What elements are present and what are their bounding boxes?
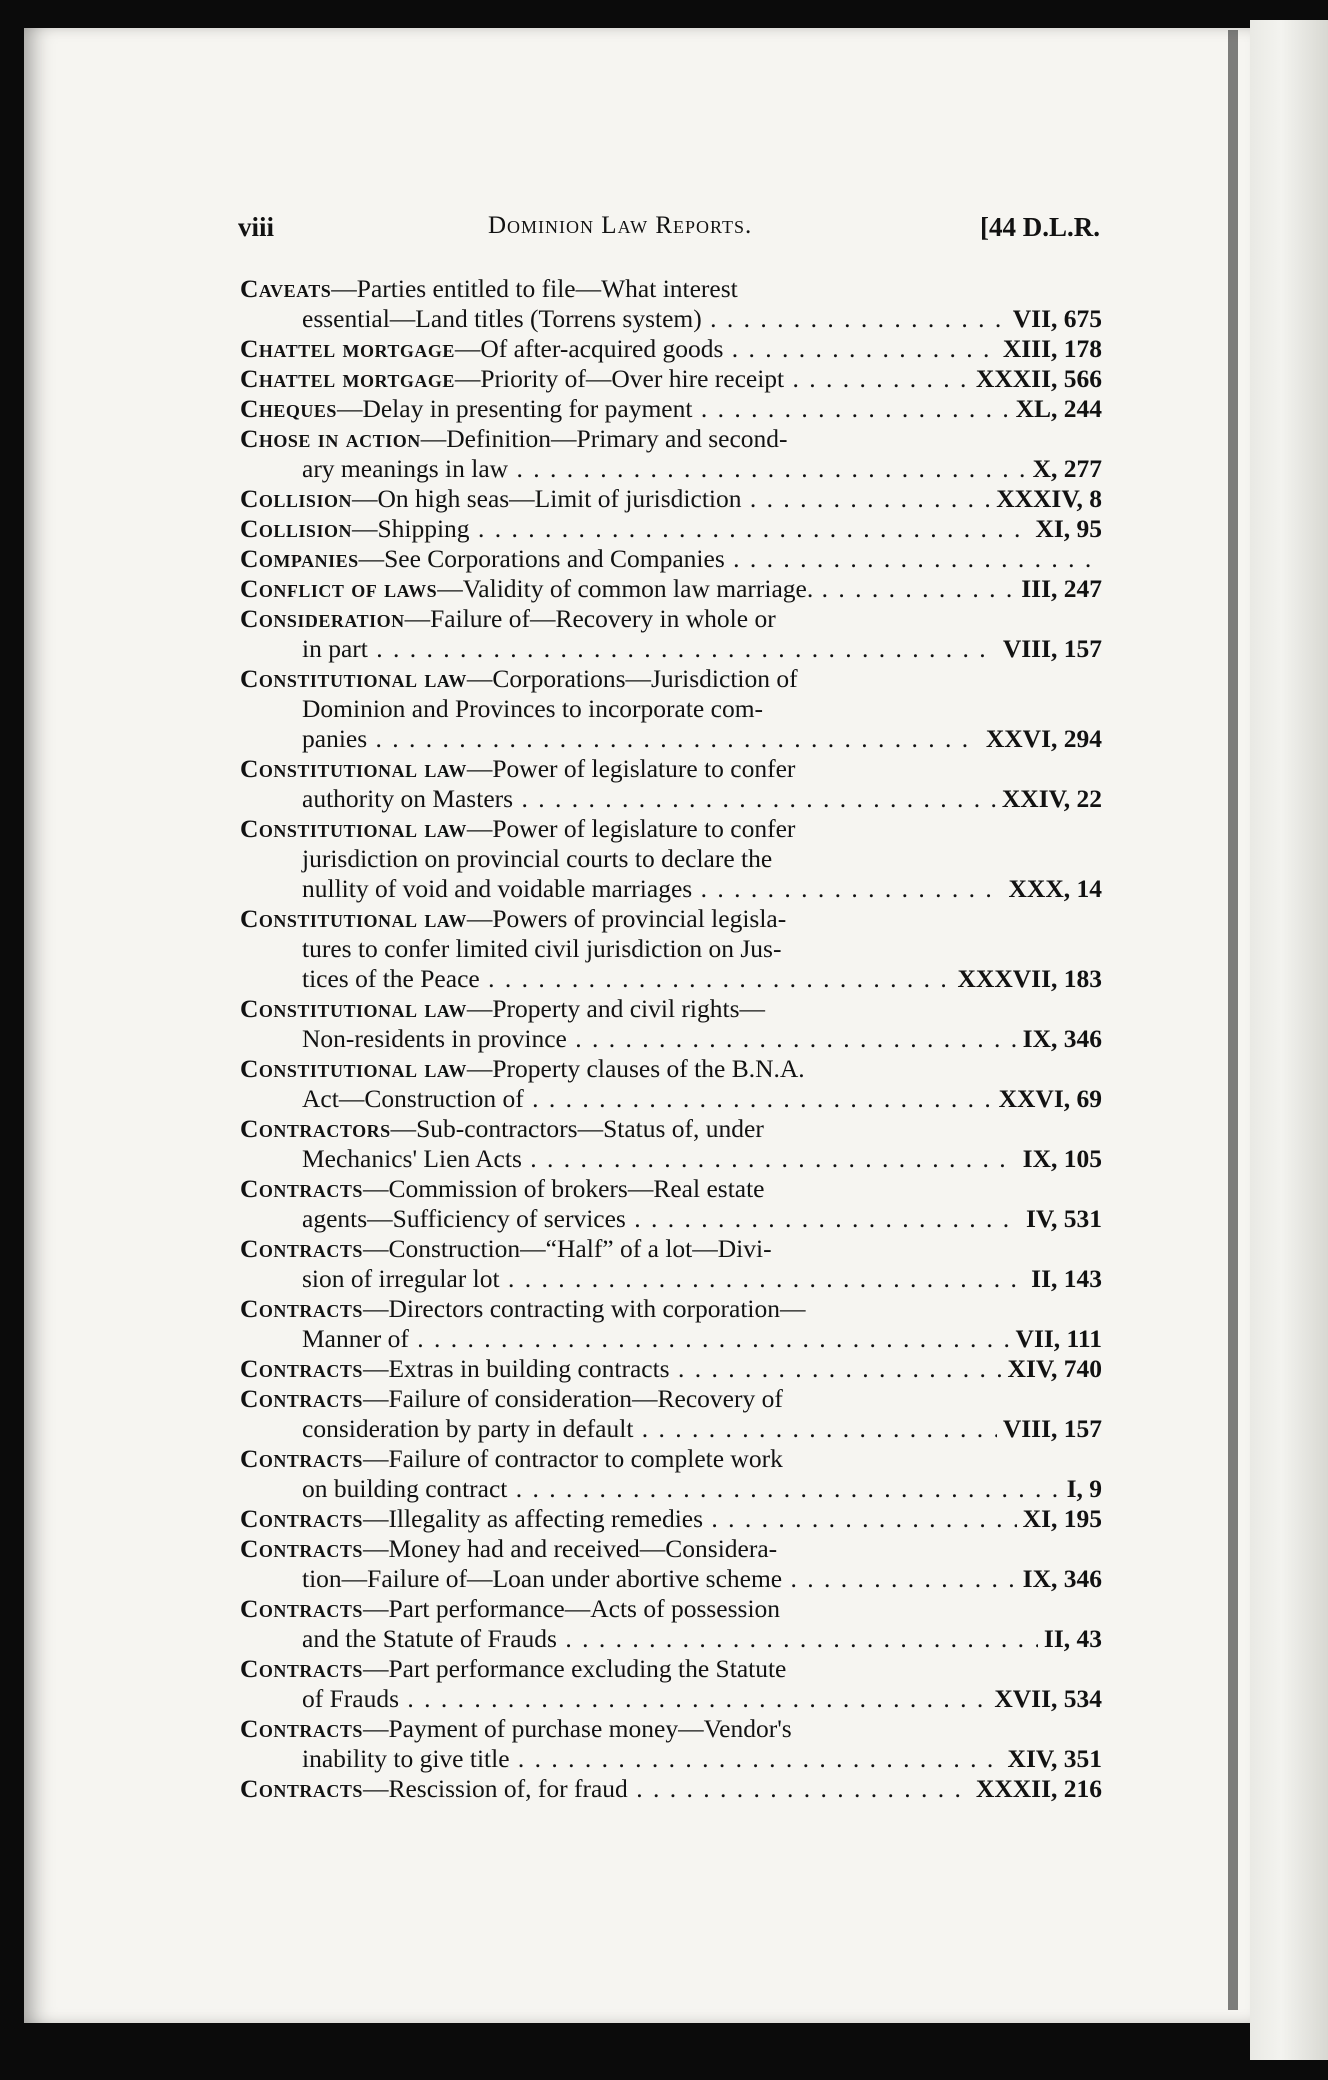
entry-line [240, 1684, 1102, 1714]
entry-text: ary meanings in law [302, 454, 509, 483]
entry-text: on building contract [302, 1474, 508, 1503]
facing-page-edge [1250, 20, 1328, 2060]
entry-heading: Contracts [240, 1654, 363, 1683]
entry-text: —Of after-acquired goods [454, 334, 724, 363]
entry-reference: XXIV, 22 [996, 784, 1102, 814]
entry-text: —Directors contracting with corporation— [362, 1294, 806, 1323]
entry-reference: XI, 195 [1017, 1504, 1102, 1534]
index-entry [240, 814, 1102, 904]
entry-line [240, 1234, 1102, 1264]
entry-reference: XXVI, 294 [980, 724, 1102, 754]
entry-text: Act—Construction of [302, 1084, 524, 1113]
entry-text: authority on Masters [302, 784, 514, 813]
entry-text: —Construction—“Half” of a lot—Divi- [362, 1234, 772, 1263]
entry-line [240, 334, 1102, 364]
entry-heading: Contracts [240, 1354, 363, 1383]
entry-text: Manner of [302, 1324, 409, 1353]
entry-line [240, 604, 1102, 634]
entry-reference: XIV, 740 [1002, 1354, 1102, 1384]
entry-text: —Property and civil rights— [466, 994, 766, 1023]
entry-line [240, 814, 1102, 844]
entry-text: —Failure of consideration—Recovery of [362, 1384, 783, 1413]
entry-reference: XVII, 534 [988, 1684, 1102, 1714]
entry-text: —Powers of provincial legisla- [466, 904, 787, 933]
entry-line [240, 1504, 1102, 1534]
entry-heading: Contractors [240, 1114, 391, 1143]
entry-text: —Extras in building contracts [362, 1354, 670, 1383]
entry-line [240, 1444, 1102, 1474]
entry-reference: XIV, 351 [1002, 1744, 1102, 1774]
entry-text: —Definition—Primary and second- [420, 424, 788, 453]
index-entry [240, 1384, 1102, 1444]
entry-line [240, 1294, 1102, 1324]
entry-reference: VIII, 157 [997, 1414, 1102, 1444]
page-gutter-shadow [1228, 30, 1238, 2010]
entry-text: —Illegality as affecting remedies [362, 1504, 704, 1533]
entry-reference: IX, 346 [1017, 1564, 1102, 1594]
index-entry [240, 994, 1102, 1054]
entry-text: in part [302, 634, 368, 663]
entry-heading: Conflict of laws [240, 574, 438, 603]
entry-line [240, 1474, 1102, 1504]
entry-heading: Cheques [240, 394, 337, 423]
entry-heading: Collision [240, 514, 352, 543]
entry-reference: XIII, 178 [997, 334, 1102, 364]
entry-line [240, 1144, 1102, 1174]
entry-line [240, 1534, 1102, 1564]
index-entry [240, 334, 1102, 364]
entry-reference: XL, 244 [1010, 394, 1102, 424]
entry-line [240, 1624, 1102, 1654]
entry-heading: Contracts [240, 1504, 363, 1533]
index-entry [240, 364, 1102, 394]
entry-reference: VII, 111 [1010, 1324, 1102, 1354]
entry-heading: Caveats [240, 274, 332, 303]
entry-line [240, 664, 1102, 694]
entry-text: —Payment of purchase money—Vendor's [362, 1714, 792, 1743]
entry-text: —Parties entitled to file—What interest [331, 274, 738, 303]
entry-text: —Part performance—Acts of possession [362, 1594, 781, 1623]
index-entry [240, 514, 1102, 544]
entry-text: panies [302, 724, 368, 753]
running-title: Dominion Law Reports. [488, 212, 753, 239]
index-entry [240, 1054, 1102, 1114]
entry-reference: I, 9 [1061, 1474, 1102, 1504]
entry-line [240, 844, 1102, 874]
entry-heading: Constitutional law [240, 904, 467, 933]
entry-text: —Validity of common law marriage. [437, 574, 814, 603]
entry-heading: Companies [240, 544, 359, 573]
entry-line [240, 1594, 1102, 1624]
entry-text: —Property clauses of the B.N.A. [466, 1054, 805, 1083]
entry-text: agents—Sufficiency of services [302, 1204, 626, 1233]
entry-line [240, 934, 1102, 964]
entry-reference: VII, 675 [1007, 304, 1102, 334]
entry-reference: XXVI, 69 [993, 1084, 1102, 1114]
index-entry [240, 1234, 1102, 1294]
index-entry [240, 1114, 1102, 1174]
index-entry [240, 1714, 1102, 1774]
entry-heading: Contracts [240, 1294, 363, 1323]
entry-heading: Constitutional law [240, 994, 467, 1023]
entry-line [240, 1654, 1102, 1684]
entry-heading: Collision [240, 484, 352, 513]
entry-line [240, 454, 1102, 484]
entry-reference: IX, 105 [1017, 1144, 1102, 1174]
index-entry [240, 544, 1102, 574]
volume-reference: [44 D.L.R. [980, 212, 1100, 242]
entry-reference: XXXIV, 8 [990, 484, 1102, 514]
entry-heading: Chattel mortgage [240, 334, 455, 363]
entry-text: —Money had and received—Considera- [362, 1534, 778, 1563]
entry-text: of Frauds [302, 1684, 400, 1713]
entry-line [240, 1114, 1102, 1144]
entry-text: tures to confer limited civil jurisdiction on Jus- [302, 934, 782, 963]
entry-reference: XXXVII, 183 [951, 964, 1102, 994]
entry-text: Mechanics' Lien Acts [302, 1144, 522, 1173]
entry-line [240, 1744, 1102, 1774]
entry-text: Dominion and Provinces to incorporate com- [302, 694, 764, 723]
index-entry [240, 1504, 1102, 1534]
entry-reference: III, 247 [1015, 574, 1102, 604]
entry-reference: XXX, 14 [1003, 874, 1103, 904]
entry-text: and the Statute of Frauds [302, 1624, 557, 1653]
entry-line [240, 1174, 1102, 1204]
entry-text: nullity of void and voidable marriages [302, 874, 693, 903]
index-entry [240, 574, 1102, 604]
entry-text: —Shipping [351, 514, 470, 543]
entry-line [240, 784, 1102, 814]
page-folio: viii [238, 212, 275, 242]
entry-reference: X, 277 [1027, 454, 1102, 484]
entry-heading: Chattel mortgage [240, 364, 455, 393]
entry-heading: Contracts [240, 1594, 363, 1623]
index-entry [240, 484, 1102, 514]
entry-line [240, 514, 1102, 544]
index-entry [240, 1774, 1102, 1804]
entry-line [240, 1774, 1102, 1804]
entry-text: —See Corporations and Companies [358, 544, 725, 573]
entry-text: sion of irregular lot [302, 1264, 500, 1293]
entry-line [240, 394, 1102, 424]
index-entry [240, 754, 1102, 814]
entry-heading: Contracts [240, 1714, 363, 1743]
index-entry [240, 1294, 1102, 1354]
index-entry [240, 1534, 1102, 1594]
index-entry [240, 904, 1102, 994]
entry-line [240, 874, 1102, 904]
entry-heading: Constitutional law [240, 754, 467, 783]
entry-reference: IX, 346 [1017, 1024, 1102, 1054]
entry-text: —Commission of brokers—Real estate [362, 1174, 765, 1203]
entry-line [240, 1384, 1102, 1414]
entry-text: —Corporations—Jurisdiction of [466, 664, 798, 693]
entry-line [240, 304, 1102, 334]
entry-line [240, 484, 1102, 514]
entry-heading: Chose in action [240, 424, 421, 453]
entry-text: —On high seas—Limit of jurisdiction [351, 484, 742, 513]
index-entry [240, 604, 1102, 664]
entry-reference: XI, 95 [1029, 514, 1102, 544]
entry-line [240, 1054, 1102, 1084]
index-entry [240, 1174, 1102, 1234]
entry-line [240, 1414, 1102, 1444]
entry-line [240, 1354, 1102, 1384]
index-entries [240, 274, 1102, 1804]
entry-reference: II, 143 [1025, 1264, 1102, 1294]
index-entry [240, 664, 1102, 754]
entry-heading: Contracts [240, 1444, 363, 1473]
entry-line [240, 574, 1102, 604]
index-entry [240, 1654, 1102, 1714]
entry-heading: Contracts [240, 1234, 363, 1263]
entry-heading: Constitutional law [240, 664, 467, 693]
entry-line [240, 424, 1102, 454]
entry-reference: XXXII, 566 [970, 364, 1102, 394]
entry-heading: Contracts [240, 1534, 363, 1563]
index-entry [240, 424, 1102, 484]
entry-line [240, 1084, 1102, 1114]
entry-text: —Part performance excluding the Statute [362, 1654, 787, 1683]
entry-text: tion—Failure of—Loan under abortive scheme [302, 1564, 783, 1593]
index-entry [240, 274, 1102, 334]
entry-text: essential—Land titles (Torrens system) [302, 304, 702, 333]
entry-text: Non-residents in province [302, 1024, 567, 1053]
entry-line [240, 1264, 1102, 1294]
entry-reference: VIII, 157 [997, 634, 1102, 664]
entry-heading: Consideration [240, 604, 405, 633]
entry-line [240, 544, 1102, 574]
index-entry [240, 394, 1102, 424]
entry-heading: Contracts [240, 1384, 363, 1413]
entry-line [240, 1714, 1102, 1744]
entry-text: —Power of legislature to confer [466, 754, 796, 783]
entry-text: inability to give title [302, 1744, 510, 1773]
entry-text: jurisdiction on provincial courts to declare the [302, 844, 773, 873]
entry-text: consideration by party in default [302, 1414, 634, 1443]
entry-line [240, 1564, 1102, 1594]
index-entry [240, 1594, 1102, 1654]
entry-heading: Contracts [240, 1174, 363, 1203]
entry-line [240, 994, 1102, 1024]
entry-line [240, 754, 1102, 784]
entry-reference: XXXII, 216 [970, 1774, 1102, 1804]
entry-line [240, 1324, 1102, 1354]
entry-text: —Sub-contractors—Status of, under [390, 1114, 764, 1143]
entry-text: —Rescission of, for fraud [362, 1774, 628, 1803]
entry-text: —Failure of contractor to complete work [362, 1444, 783, 1473]
entry-line [240, 724, 1102, 754]
index-entry [240, 1444, 1102, 1504]
entry-line [240, 964, 1102, 994]
entry-line [240, 904, 1102, 934]
entry-text: tices of the Peace [302, 964, 480, 993]
entry-text: —Delay in presenting for payment [336, 394, 693, 423]
entry-text: —Priority of—Over hire receipt [454, 364, 785, 393]
entry-line [240, 694, 1102, 724]
entry-text: —Failure of—Recovery in whole or [404, 604, 776, 633]
entry-heading: Constitutional law [240, 1054, 467, 1083]
entry-line [240, 1024, 1102, 1054]
entry-heading: Contracts [240, 1774, 363, 1803]
entry-line [240, 364, 1102, 394]
entry-line [240, 634, 1102, 664]
running-header [238, 212, 1100, 252]
entry-line [240, 274, 1102, 304]
entry-reference: IV, 531 [1020, 1204, 1102, 1234]
entry-text: —Power of legislature to confer [466, 814, 796, 843]
entry-line [240, 1204, 1102, 1234]
entry-reference: II, 43 [1038, 1624, 1102, 1654]
entry-heading: Constitutional law [240, 814, 467, 843]
index-entry [240, 1354, 1102, 1384]
